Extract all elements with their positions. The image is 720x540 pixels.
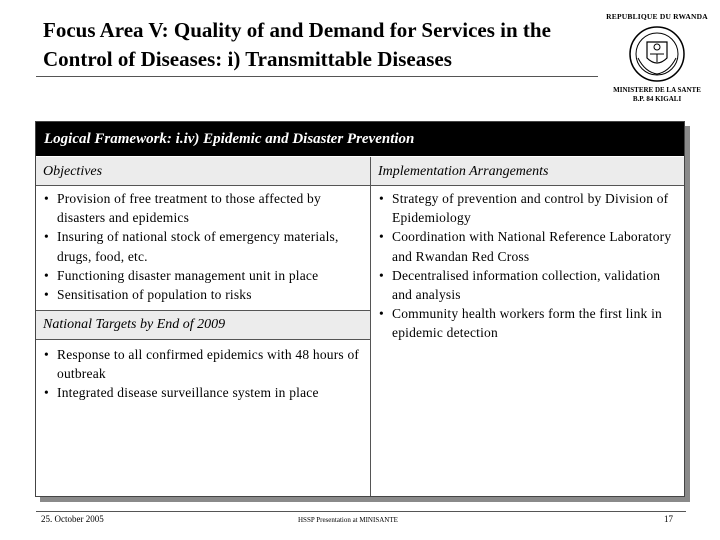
list-item: • Provision of free treatment to those affected by disasters and epidemics bbox=[44, 191, 321, 226]
list-item: • Integrated disease surveillance system in place bbox=[42, 383, 364, 402]
bullet-icon: • bbox=[44, 287, 49, 303]
bullet-icon: • bbox=[44, 191, 49, 206]
list-item: • Insuring of national stock of emergency materials, drugs, food, etc. bbox=[44, 229, 339, 264]
objectives-heading: Objectives bbox=[36, 157, 370, 186]
bullet-icon: • bbox=[379, 191, 384, 206]
targets-list bbox=[42, 345, 364, 403]
national-targets-heading: National Targets by End of 2009 bbox=[36, 310, 370, 340]
page-number: 17 bbox=[664, 514, 673, 524]
bullet-icon: • bbox=[44, 267, 49, 283]
implementation-list bbox=[377, 189, 677, 343]
footer-presentation: HSSP Presentation at MINISANTE bbox=[298, 516, 398, 524]
objectives-list bbox=[42, 189, 364, 304]
slide-title: Focus Area V: Quality of and Demand for Services in the Control of Diseases: i) Transmittable Diseases bbox=[43, 18, 551, 71]
list-item: • Response to all confirmed epidemics with 48 hours of outbreak bbox=[44, 347, 360, 382]
logical-framework-table bbox=[35, 121, 685, 497]
list-item: • Functioning disaster management unit in place bbox=[42, 266, 364, 285]
bullet-icon: • bbox=[379, 267, 384, 283]
bullet-icon: • bbox=[379, 229, 384, 245]
list-item: • Coordination with National Reference Laboratory and Rwandan Red Cross bbox=[379, 229, 672, 264]
list-item: • Strategy of prevention and control by Division of Epidemiology bbox=[379, 191, 669, 226]
list-item: • Sensitisation of population to risks bbox=[42, 285, 364, 304]
bullet-icon: • bbox=[44, 229, 49, 245]
logo-address-text: B.P. 84 KIGALI bbox=[632, 95, 682, 103]
bullet-icon: • bbox=[44, 385, 49, 401]
ministry-logo bbox=[602, 12, 712, 112]
logo-country-text: REPUBLIQUE DU RWANDA bbox=[606, 12, 708, 21]
bullet-icon: • bbox=[379, 306, 384, 322]
column-divider bbox=[370, 157, 371, 496]
list-item: • Community health workers form the first link in epidemic detection bbox=[379, 306, 662, 341]
footer-divider bbox=[36, 511, 686, 512]
bullet-icon: • bbox=[44, 347, 49, 362]
logo-ministry-text: MINISTERE DE LA SANTE bbox=[613, 86, 701, 94]
framework-header: Logical Framework: i.iv) Epidemic and Disaster Prevention bbox=[36, 122, 684, 156]
footer-date: 25. October 2005 bbox=[41, 514, 104, 524]
implementation-heading: Implementation Arrangements bbox=[371, 157, 684, 186]
coat-of-arms-icon bbox=[625, 24, 689, 84]
title-divider bbox=[36, 76, 598, 77]
list-item: • Decentralised information collection, validation and analysis bbox=[379, 267, 661, 303]
